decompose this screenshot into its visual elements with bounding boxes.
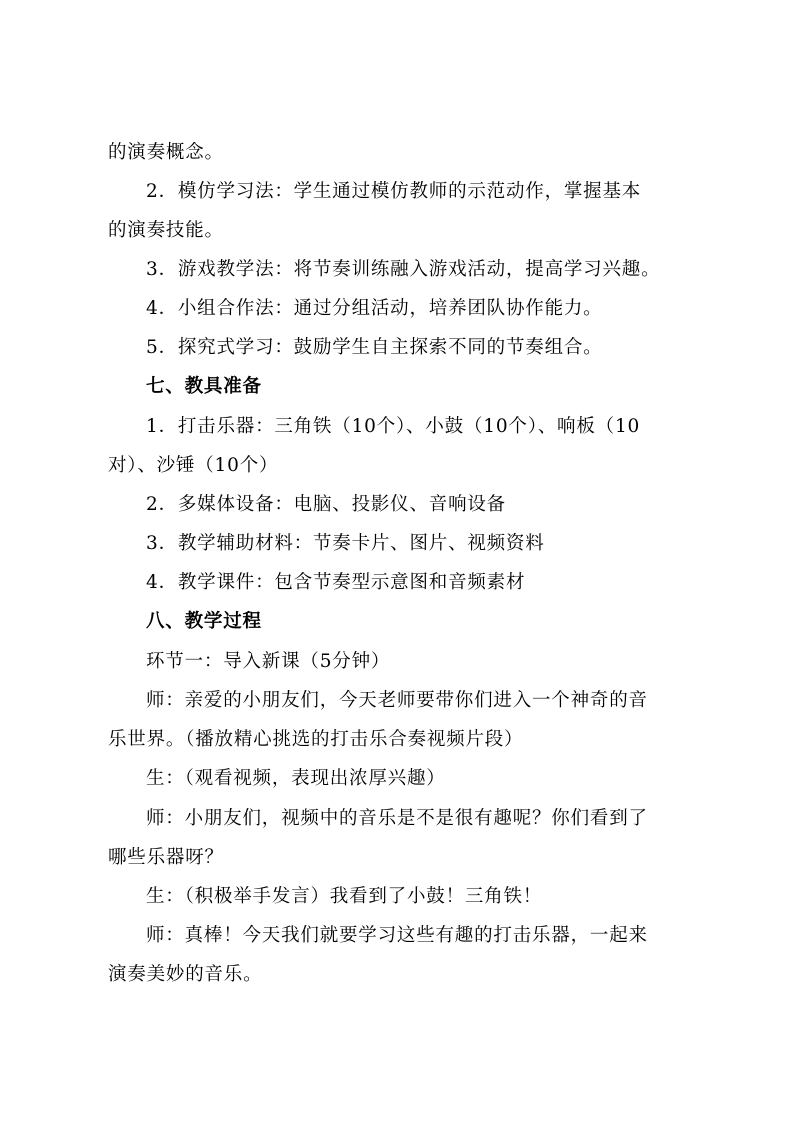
text-line: 3．游戏教学法：将节奏训练融入游戏活动，提高学习兴趣。: [146, 259, 661, 280]
text-line: 的演奏概念。: [108, 142, 224, 163]
section-heading: 七、教具准备: [146, 376, 262, 397]
text-line: 2．多媒体设备：电脑、投影仪、音响设备: [146, 494, 506, 515]
text-line: 4．小组合作法：通过分组活动，培养团队协作能力。: [146, 298, 603, 319]
text-line: 师：亲爱的小朋友们，今天老师要带你们进入一个神奇的音: [146, 690, 648, 711]
text-line: 1．打击乐器：三角铁（10个）、小鼓（10个）、响板（10: [146, 416, 641, 437]
text-line: 哪些乐器呀？: [108, 847, 224, 868]
text-line: 生：（积极举手发言）我看到了小鼓！三角铁！: [146, 886, 543, 907]
text-line: 生：（观看视频，表现出浓厚兴趣）: [146, 768, 446, 789]
section-heading: 八、教学过程: [146, 611, 262, 632]
text-line: 3．教学辅助材料：节奏卡片、图片、视频资料: [146, 533, 545, 554]
text-line: 4．教学课件：包含节奏型示意图和音频素材: [146, 572, 526, 593]
text-line: 对）、沙锤（10个）: [108, 455, 279, 476]
text-line: 乐世界。（播放精心挑选的打击乐合奏视频片段）: [108, 729, 524, 750]
text-line: 的演奏技能。: [108, 220, 224, 241]
text-line: 2．模仿学习法：学生通过模仿教师的示范动作，掌握基本: [146, 181, 642, 202]
text-line: 师：小朋友们，视频中的音乐是不是很有趣呢？你们看到了: [146, 808, 648, 829]
text-line: 演奏美妙的音乐。: [108, 964, 263, 985]
text-line: 环节一：导入新课（5分钟）: [146, 651, 391, 672]
text-line: 师：真棒！今天我们就要学习这些有趣的打击乐器，一起来: [146, 925, 648, 946]
text-line: 5．探究式学习：鼓励学生自主探索不同的节奏组合。: [146, 337, 603, 358]
